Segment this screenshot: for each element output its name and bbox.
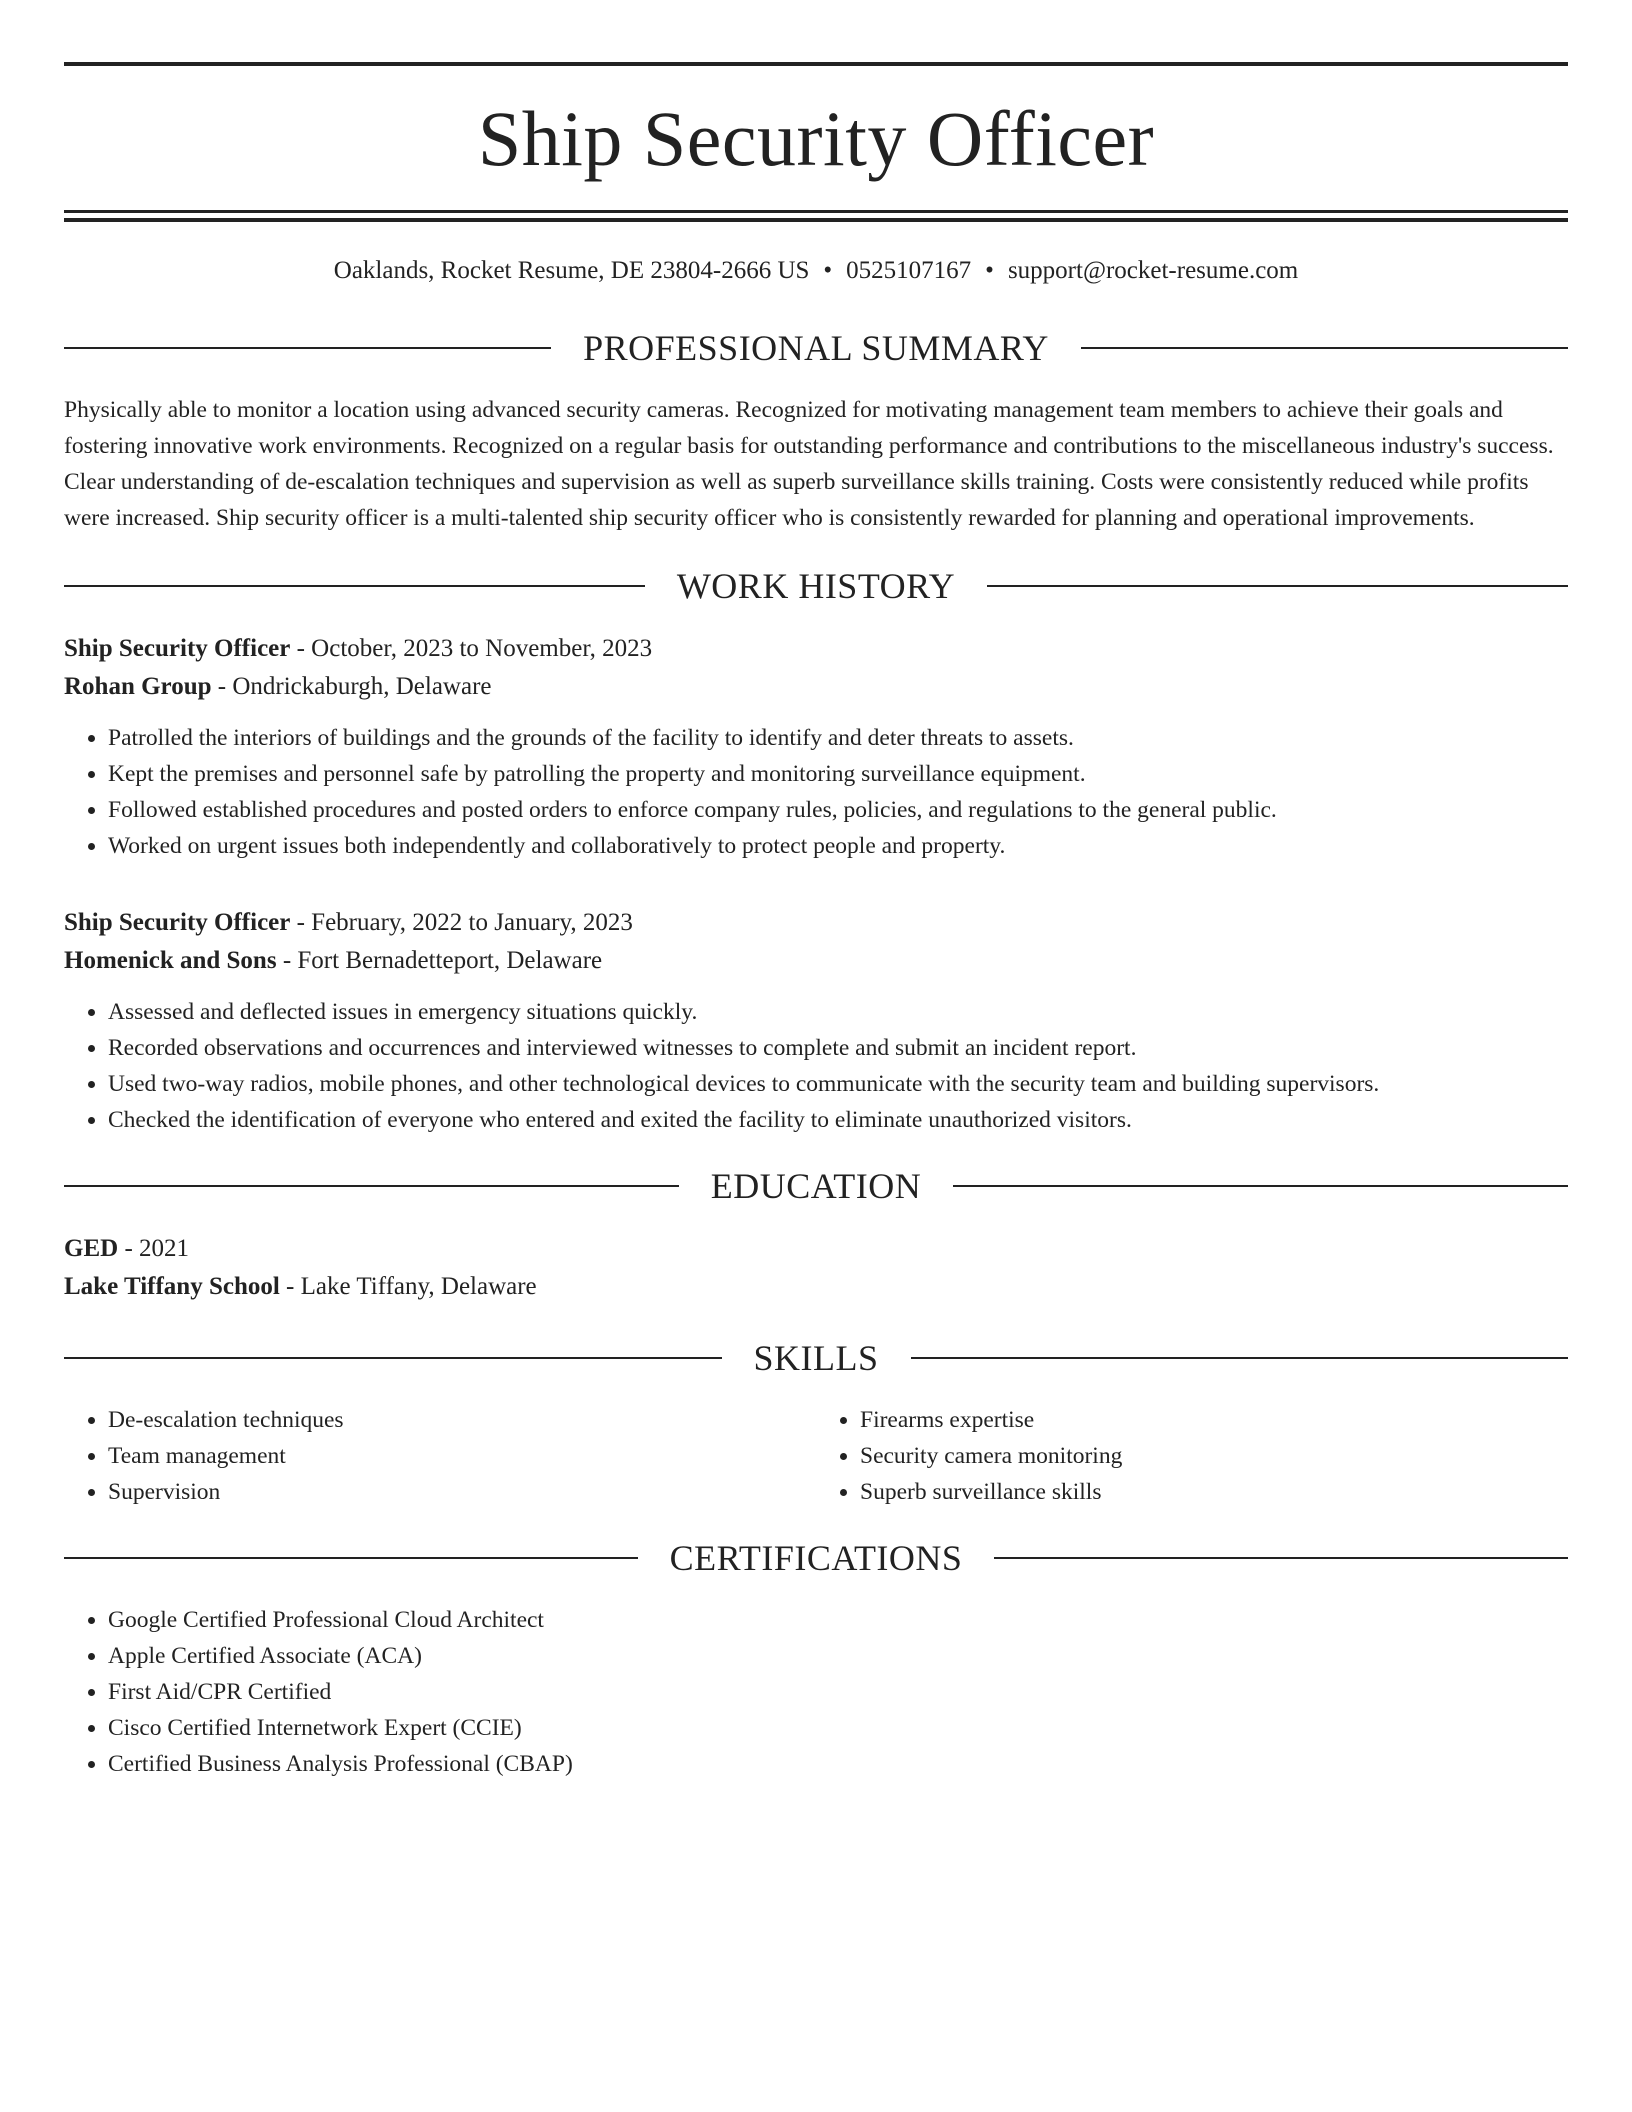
job-company-line xyxy=(64,668,1568,706)
top-rule xyxy=(64,62,1568,66)
section-title: EDUCATION xyxy=(710,1166,922,1206)
list-item: • Certified Business Analysis Professional (CBAP) xyxy=(108,1746,1568,1782)
section-rule xyxy=(64,1557,638,1559)
skills-columns xyxy=(64,1402,1568,1510)
section-title: CERTIFICATIONS xyxy=(669,1538,963,1578)
list-item: • Google Certified Professional Cloud Architect xyxy=(108,1602,1568,1638)
contact-separator: • xyxy=(985,257,994,284)
job-title-line xyxy=(64,630,1568,668)
section-header-skills xyxy=(64,1340,1568,1376)
list-item: • Recorded observations and occurrences and interviewed witnesses to complete and submit an incident report. xyxy=(108,1030,1568,1066)
job-title: Ship Security Officer xyxy=(64,635,291,662)
summary-text: Physically able to monitor a location using advanced security cameras. Recognized for motivating management team members to achieve their goals and fostering innovative work environments. Recognized on a regular basis for outstanding performance and contributions to the miscellaneous industry's success. Clear understanding of de-escalation techniques and supervision as well as superb surveillance skills training. Costs were consistently reduced while profits were increased. Ship security officer is a multi-talented ship security officer who is consistently rewarded for planning and operational improvements. xyxy=(64,397,1554,531)
list-item: • Security camera monitoring xyxy=(860,1438,1568,1474)
list-item: • Kept the premises and personnel safe by patrolling the property and monitoring surveillance equipment. xyxy=(108,756,1568,792)
job-company-line xyxy=(64,942,1568,980)
section-rule xyxy=(1081,347,1568,349)
job-company: Rohan Group xyxy=(64,673,212,700)
list-item: • Patrolled the interiors of buildings and the grounds of the facility to identify and deter threats to assets. xyxy=(108,720,1568,756)
list-item: • Worked on urgent issues both independently and collaboratively to protect people and property. xyxy=(108,828,1568,864)
section-title: PROFESSIONAL SUMMARY xyxy=(583,328,1049,368)
list-item: • Supervision xyxy=(108,1474,816,1510)
education-degree-line xyxy=(64,1230,1568,1268)
job-entry xyxy=(64,630,1568,864)
section-rule xyxy=(64,585,645,587)
job-bullets xyxy=(64,994,1568,1138)
education-entry xyxy=(64,1230,1568,1306)
job-entry xyxy=(64,904,1568,1138)
job-title: Ship Security Officer xyxy=(64,909,291,936)
section-rule xyxy=(994,1557,1568,1559)
education-degree: GED xyxy=(64,1235,119,1262)
contact-email: support@rocket-resume.com xyxy=(1007,257,1299,284)
job-location: - Ondrickaburgh, Delaware xyxy=(211,673,492,700)
section-title: WORK HISTORY xyxy=(676,566,956,606)
title-double-rule xyxy=(64,210,1568,222)
contact-separator: • xyxy=(823,257,833,284)
list-item: • Cisco Certified Internetwork Expert (CCIE) xyxy=(108,1710,1568,1746)
job-dates: - February, 2022 to January, 2023 xyxy=(290,909,633,936)
job-bullets xyxy=(64,720,1568,864)
section-rule xyxy=(953,1185,1568,1187)
section-rule xyxy=(64,1357,722,1359)
list-item: • Followed established procedures and posted orders to enforce company rules, policies, and regulations to the general public. xyxy=(108,792,1568,828)
job-title-line xyxy=(64,904,1568,942)
list-item: • Team management xyxy=(108,1438,816,1474)
education-year: - 2021 xyxy=(118,1235,190,1262)
skills-list-left xyxy=(64,1402,816,1510)
section-title: SKILLS xyxy=(753,1338,879,1378)
list-item: • De-escalation techniques xyxy=(108,1402,816,1438)
section-rule xyxy=(987,585,1568,587)
education-location: - Lake Tiffany, Delaware xyxy=(279,1273,537,1300)
list-item: • First Aid/CPR Certified xyxy=(108,1674,1568,1710)
list-item: • Checked the identification of everyone who entered and exited the facility to eliminate unauthorized visitors. xyxy=(108,1102,1568,1138)
section-rule xyxy=(64,347,551,349)
contact-phone: 0525107167 xyxy=(846,257,972,284)
list-item: • Firearms expertise xyxy=(860,1402,1568,1438)
education-school: Lake Tiffany School xyxy=(64,1273,280,1300)
section-header-summary xyxy=(64,330,1568,366)
skills-list-right xyxy=(816,1402,1568,1510)
list-item: • Used two-way radios, mobile phones, and other technological devices to communicate with the security team and building supervisors. xyxy=(108,1066,1568,1102)
job-dates: - October, 2023 to November, 2023 xyxy=(290,635,653,662)
section-header-work xyxy=(64,568,1568,604)
resume-title: Ship Security Officer xyxy=(477,95,1155,182)
section-rule xyxy=(911,1357,1569,1359)
education-school-line xyxy=(64,1268,1568,1306)
contact-line xyxy=(64,256,1568,286)
section-header-education xyxy=(64,1168,1568,1204)
list-item: • Superb surveillance skills xyxy=(860,1474,1568,1510)
section-header-certifications xyxy=(64,1540,1568,1576)
contact-address: Oaklands, Rocket Resume, DE 23804-2666 US xyxy=(333,257,810,284)
job-location: - Fort Bernadetteport, Delaware xyxy=(276,947,603,974)
list-item: • Apple Certified Associate (ACA) xyxy=(108,1638,1568,1674)
certifications-list xyxy=(64,1602,1568,1782)
section-rule xyxy=(64,1185,679,1187)
job-company: Homenick and Sons xyxy=(64,947,277,974)
list-item: • Assessed and deflected issues in emergency situations quickly. xyxy=(108,994,1568,1030)
